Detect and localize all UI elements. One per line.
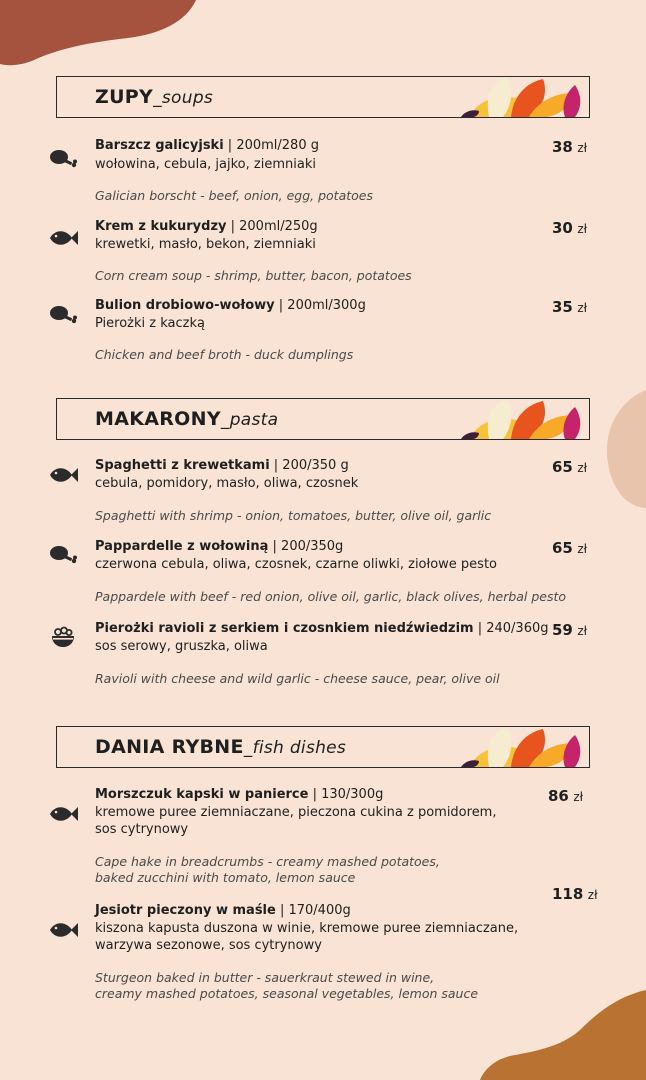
section-title-en: _pasta xyxy=(220,410,279,430)
fish-icon xyxy=(48,227,78,249)
item-ingredients: cebula, pomidory, masło, oliwa, czosnek xyxy=(95,476,359,491)
item-price: 59 zł xyxy=(552,621,588,639)
item-english-line: Sturgeon baked in butter - sauerkraut stewed in wine, xyxy=(95,970,435,985)
item-english-description: Spaghetti with shrimp - onion, tomatoes, butter, olive oil, garlic xyxy=(95,508,492,523)
item-ingredients: kremowe puree ziemniaczane, pieczona cukina z pomidorem, sos cytrynowy xyxy=(95,805,497,837)
item-name: Morszczuk kapski w panierce xyxy=(95,787,309,802)
item-english-line: baked zucchini with tomato, lemon sauce xyxy=(95,870,356,885)
item-english-description: Galician borscht - beef, onion, egg, potatoes xyxy=(95,188,373,203)
item-english-description: Corn cream soup - shrimp, butter, bacon, potatoes xyxy=(95,268,412,283)
item-english-line: Cape hake in breadcrumbs - creamy mashed potatoes, xyxy=(95,854,440,869)
section-header-soups xyxy=(56,76,590,118)
right-edge-blob xyxy=(590,390,646,510)
section-header-fish-dishes xyxy=(56,726,590,768)
item-ingredients: krewetki, masło, bekon, ziemniaki xyxy=(95,237,316,252)
section-title-pl: ZUPY xyxy=(95,86,154,108)
item-english-description: Chicken and beef broth - duck dumplings xyxy=(95,347,354,362)
item-name: Krem z kukurydzy xyxy=(95,219,227,234)
item-english-description: Ravioli with cheese and wild garlic - cheese sauce, pear, olive oil xyxy=(95,671,500,686)
item-name: Barszcz galicyjski xyxy=(95,138,224,153)
item-ingredients: Pierożki z kaczką xyxy=(95,316,205,331)
section-header-pasta xyxy=(56,398,590,440)
item-ingredients: wołowina, cebula, jajko, ziemniaki xyxy=(95,157,316,172)
item-name: Jesiotr pieczony w maśle xyxy=(95,903,276,918)
leaf-decoration-icon xyxy=(429,77,589,117)
fish-icon xyxy=(48,464,78,486)
item-ingredients: czerwona cebula, oliwa, czosnek, czarne oliwki, ziołowe pesto xyxy=(95,557,497,572)
salad-bowl-icon xyxy=(48,626,78,648)
item-price: 65 zł xyxy=(552,458,588,476)
item-portion: | 170/400g xyxy=(275,903,351,918)
item-ingredients: sos serowy, gruszka, oliwa xyxy=(95,639,268,654)
item-portion: | 200ml/300g xyxy=(274,298,366,313)
item-english-description: Pappardele with beef - red onion, olive oil, garlic, black olives, herbal pesto xyxy=(95,589,567,604)
item-price: 86 zł xyxy=(548,787,584,805)
item-portion: | 200/350g xyxy=(268,539,344,554)
item-price: 38 zł xyxy=(552,138,588,156)
chicken-leg-icon xyxy=(48,148,78,170)
leaf-decoration-icon xyxy=(429,727,589,767)
item-ingredients: kiszona kapusta duszona w winie, kremowe puree ziemniaczane, warzywa sezonowe, sos cytrynowy xyxy=(95,921,519,953)
fish-icon xyxy=(48,803,78,825)
item-portion: | 130/300g xyxy=(308,787,384,802)
item-price: 118 zł xyxy=(552,885,598,903)
top-left-blob xyxy=(0,0,200,70)
item-price: 65 zł xyxy=(552,539,588,557)
section-title-pl: MAKARONY xyxy=(95,408,221,430)
item-name: Spaghetti z krewetkami xyxy=(95,458,270,473)
section-title-en: _fish dishes xyxy=(243,738,347,758)
chicken-leg-icon xyxy=(48,544,78,566)
section-title-en: _soups xyxy=(153,88,214,108)
section-title xyxy=(95,736,346,758)
item-portion: | 200ml/280 g xyxy=(223,138,319,153)
item-portion: | 200/350 g xyxy=(269,458,349,473)
item-price: 35 zł xyxy=(552,298,588,316)
section-title xyxy=(95,408,278,430)
bottom-right-blob xyxy=(480,990,646,1080)
section-title xyxy=(95,86,213,108)
item-portion: | 240/360g xyxy=(473,621,549,636)
leaf-decoration-icon xyxy=(429,399,589,439)
item-portion: | 200ml/250g xyxy=(226,219,318,234)
section-title-pl: DANIA RYBNE xyxy=(95,736,244,758)
item-name: Pierożki ravioli z serkiem i czosnkiem niedźwiedzim xyxy=(95,621,474,636)
fish-icon xyxy=(48,919,78,941)
item-english-line: creamy mashed potatoes, seasonal vegetables, lemon sauce xyxy=(95,986,479,1001)
item-name: Bulion drobiowo-wołowy xyxy=(95,298,275,313)
item-name: Pappardelle z wołowiną xyxy=(95,539,269,554)
chicken-leg-icon xyxy=(48,304,78,326)
item-price: 30 zł xyxy=(552,219,588,237)
